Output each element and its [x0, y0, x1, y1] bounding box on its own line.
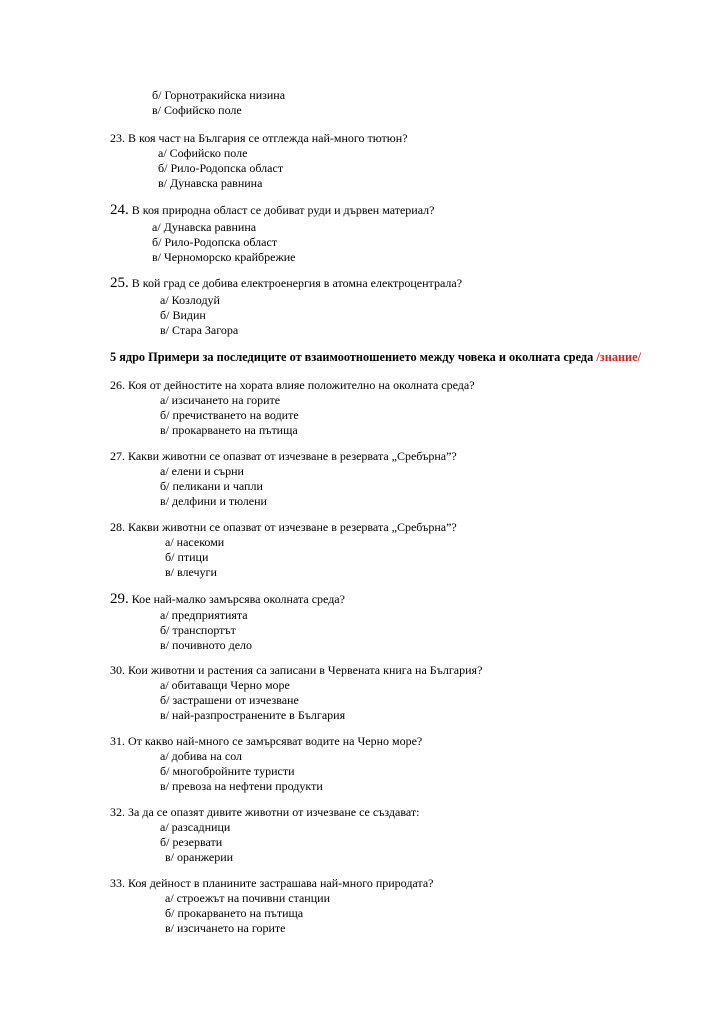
question-33 — [110, 876, 433, 890]
question-text: За да се опазят дивите животни от изчезване се създават: — [128, 805, 420, 819]
option-text: а/ Дунавска равнина — [152, 220, 257, 234]
question-text: Коя дейност в планините застрашава най-много природата? — [128, 876, 434, 890]
option-text: а/ изсичането на горите — [160, 393, 281, 407]
question-text: Какви животни се опазват от изчезване в резервата „Сребърна”? — [128, 449, 457, 463]
option-text: в/ влечуги — [165, 565, 217, 579]
option-text: б/ пеликани и чапли — [160, 479, 263, 493]
question-32 — [110, 805, 419, 819]
option-text: в/ делфини и тюлени — [160, 494, 267, 508]
option-text: в/ най-разпространените в България — [160, 708, 346, 722]
option-text: в/ прокарването на пътища — [160, 423, 298, 437]
option-text: б/ прокарването на пътища — [165, 906, 304, 920]
option-text: б/ многобройните туристи — [160, 764, 295, 778]
option-text: б/ Видин — [160, 308, 206, 322]
question-23 — [110, 131, 408, 145]
question-30 — [110, 663, 482, 677]
option-text: б/ резервати — [160, 835, 223, 849]
question-number: 26. — [110, 378, 125, 392]
option-text: в/ превоза на нефтени продукти — [160, 779, 323, 793]
option-text: а/ обитаващи Черно море — [160, 678, 290, 692]
question-number: 25. — [110, 275, 129, 291]
question-text: Кои животни и растения са записани в Червената книга на България? — [128, 663, 483, 677]
question-24 — [110, 203, 434, 217]
question-text: В коя природна област се добиват руди и дървен материал? — [131, 203, 435, 217]
question-number: 24. — [110, 202, 129, 218]
question-text: Какви животни се опазват от изчезване в резервата „Сребърна”? — [128, 520, 457, 534]
option-text: б/ застрашени от изчезване — [160, 693, 299, 707]
option-text: в/ Дунавска равнина — [158, 176, 263, 190]
question-text: От какво най-много се замърсяват водите на Черно море? — [128, 734, 423, 748]
option-text: а/ Софийско поле — [158, 146, 248, 160]
option-text: а/ предприятията — [160, 608, 248, 622]
option-text: б/ пречистването на водите — [160, 408, 299, 422]
option-text: а/ елени и сърни — [160, 464, 244, 478]
option-text: в/ Софийско поле — [152, 103, 242, 117]
question-number: 30. — [110, 663, 125, 677]
question-text: В кой град се добива електроенергия в атомна електроцентрала? — [131, 276, 463, 290]
question-number: 31. — [110, 734, 125, 748]
question-number: 27. — [110, 449, 125, 463]
question-number: 33. — [110, 876, 125, 890]
question-26 — [110, 378, 475, 392]
question-number: 28. — [110, 520, 125, 534]
question-28 — [110, 520, 457, 534]
option-text: б/ птици — [165, 550, 209, 564]
question-number: 32. — [110, 805, 125, 819]
question-25 — [110, 276, 462, 290]
question-number: 23. — [110, 131, 125, 145]
section-tag: /знание/ — [596, 350, 642, 364]
option-text: б/ транспортът — [160, 623, 236, 637]
question-27 — [110, 449, 457, 463]
option-text: б/ Горнотракийска низина — [152, 88, 286, 102]
question-29 — [110, 592, 345, 606]
option-text: а/ Козлодуй — [160, 293, 220, 307]
option-text: в/ Стара Загора — [160, 323, 239, 337]
option-text: а/ добива на сол — [160, 749, 243, 763]
option-text: б/ Рило-Родопска област — [152, 235, 278, 249]
question-31 — [110, 734, 422, 748]
option-text: в/ почивното дело — [160, 638, 253, 652]
question-text: Коя от дейностите на хората влияе положително на околната среда? — [128, 378, 475, 392]
section-title: 5 ядро Примери за последиците от взаимоотношението между човека и околната среда — [110, 350, 594, 364]
question-text: Кое най-малко замърсява околната среда? — [131, 592, 345, 606]
option-text: а/ насекоми — [165, 535, 225, 549]
option-text: в/ Черноморско крайбрежие — [152, 250, 296, 264]
option-text: в/ оранжерии — [165, 850, 234, 864]
option-text: а/ строежът на почивни станции — [165, 891, 330, 905]
option-text: а/ разсадници — [160, 820, 231, 834]
question-number: 29. — [110, 591, 129, 607]
question-text: В коя част на България се отглежда най-много тютюн? — [128, 131, 408, 145]
section-header — [110, 350, 641, 364]
option-text: в/ изсичането на горите — [165, 921, 286, 935]
option-text: б/ Рило-Родопска област — [158, 161, 284, 175]
